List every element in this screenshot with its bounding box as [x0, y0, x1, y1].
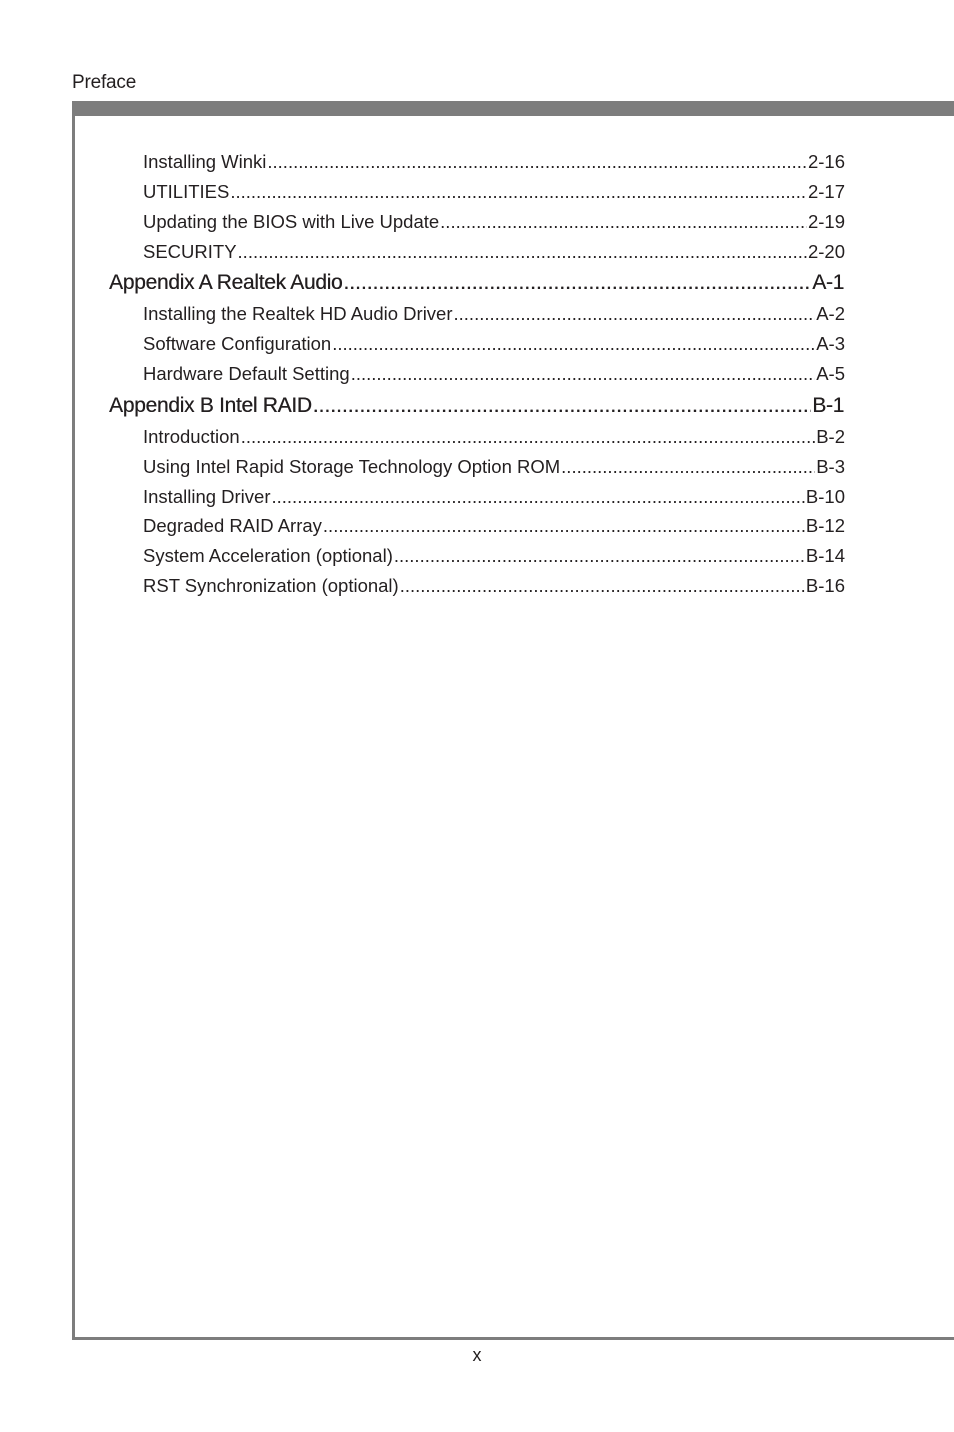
toc-entry-label: Appendix B Intel RAID: [109, 394, 312, 417]
left-border-rule: [72, 101, 75, 1340]
toc-entry-label: Hardware Default Setting: [143, 363, 350, 384]
toc-entry-system-acceleration[interactable]: [143, 545, 845, 571]
toc-entry-label: System Acceleration (optional): [143, 545, 393, 566]
toc-entry-hardware-default-setting[interactable]: [143, 363, 845, 389]
toc-entry-label: Installing Driver: [143, 486, 271, 507]
toc-entry-intel-rst-option-rom[interactable]: [143, 456, 845, 482]
section-title: Preface: [72, 72, 137, 93]
toc-entry-page: A-5: [816, 363, 845, 384]
toc-entry-appendix-b[interactable]: [109, 394, 844, 424]
toc-entry-page: B-16: [805, 575, 845, 596]
toc-entry-label: Appendix A Realtek Audio: [109, 271, 343, 294]
toc-entry-label: Installing Winki: [143, 151, 267, 172]
dot-leader: [440, 211, 807, 233]
dot-leader: [313, 394, 812, 418]
dot-leader: [561, 456, 815, 478]
toc-entry-label: Degraded RAID Array: [143, 515, 322, 536]
page-number: x: [472, 1345, 482, 1365]
dot-leader: [394, 545, 805, 567]
toc-entry-page: B-14: [805, 545, 845, 566]
toc-entry-rst-synchronization[interactable]: [143, 575, 845, 601]
dot-leader: [351, 363, 816, 385]
dot-leader: [230, 181, 807, 203]
toc-entry-page: 2-17: [807, 181, 845, 202]
toc-entry-page: A-1: [812, 271, 844, 294]
toc-entry-page: B-12: [805, 515, 845, 536]
toc-entry-label: Introduction: [143, 426, 240, 447]
toc-entry-label: SECURITY: [143, 241, 237, 262]
toc-entry-degraded-raid-array[interactable]: [143, 515, 845, 541]
toc-entry-label: Installing the Realtek HD Audio Driver: [143, 303, 453, 324]
toc-entry-label: Using Intel Rapid Storage Technology Option ROM: [143, 456, 561, 477]
dot-leader: [241, 426, 816, 448]
toc-entry-installing-realtek-driver[interactable]: [143, 303, 845, 329]
dot-leader: [238, 241, 807, 263]
toc-entry-page: 2-20: [807, 241, 845, 262]
toc-entry-label: UTILITIES: [143, 181, 230, 202]
toc-entry-page: A-3: [816, 333, 845, 354]
dot-leader: [332, 333, 815, 355]
dot-leader: [400, 575, 805, 597]
toc-entry-page: 2-19: [807, 211, 845, 232]
toc-entry-page: B-2: [816, 426, 845, 447]
toc-entry-introduction[interactable]: [143, 426, 845, 452]
dot-leader: [343, 271, 811, 295]
toc-entry-label: Software Configuration: [143, 333, 332, 354]
header-bar: [72, 101, 954, 116]
toc-entry-updating-bios[interactable]: [143, 211, 845, 237]
toc-entry-software-configuration[interactable]: [143, 333, 845, 359]
toc-entry-utilities[interactable]: [143, 181, 845, 207]
dot-leader: [323, 515, 805, 537]
toc-entry-security[interactable]: [143, 241, 845, 267]
toc-entry-installing-winki[interactable]: [143, 151, 845, 177]
toc-entry-page: B-3: [816, 456, 845, 477]
dot-leader: [267, 151, 807, 173]
toc-entry-label: Updating the BIOS with Live Update: [143, 211, 440, 232]
dot-leader: [272, 486, 805, 508]
toc-entry-page: A-2: [816, 303, 845, 324]
toc-entry-installing-driver[interactable]: [143, 486, 845, 512]
dot-leader: [454, 303, 816, 325]
toc-entry-label: RST Synchronization (optional): [143, 575, 399, 596]
toc-entry-page: B-1: [812, 394, 844, 417]
toc-entry-appendix-a[interactable]: [109, 271, 844, 301]
bottom-border-rule: [72, 1337, 954, 1340]
toc-entry-page: B-10: [805, 486, 845, 507]
toc-entry-page: 2-16: [807, 151, 845, 172]
